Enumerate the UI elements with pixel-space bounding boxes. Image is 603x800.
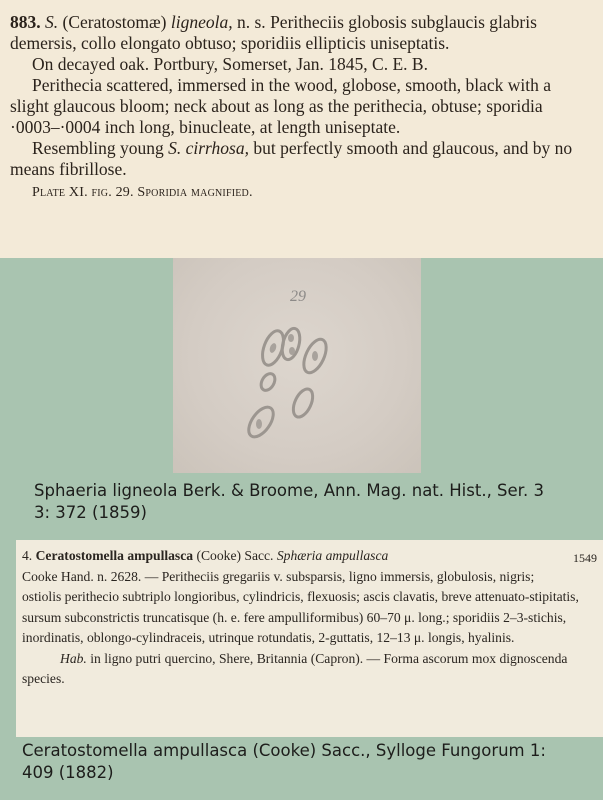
synonym: Sphæria ampullasca [276,548,389,563]
latin-diagnosis: Peritheciis globosis subglaucis glabris demersis, collo elongato obtuso; sporidiis ellipticis uniseptatis. [10,12,537,53]
spore-6 [244,403,278,441]
habitat-label: Hab. [60,650,87,666]
top-scan-excerpt [0,0,603,258]
resembling-post: but perfectly smooth and glaucous, and by no means fibrillose. [10,138,573,179]
authority: (Cooke) Sacc. [196,548,274,563]
spore-3 [299,336,331,376]
entry-number: 4. [22,548,33,563]
status: n. s. [237,12,266,32]
bottom-scan-excerpt [16,540,603,737]
saccardo-body: Cooke Hand. n. 2628. — Peritheciis gregariis v. subsparsis, ligno immersis, globulosis, nigris; ostiolis perithecio subtriplo longioribus, cylindricis, flexuosis; ascis clavatis, breve attenuato-stipitatis, sursum subconstrictis truncatisque (h. e. fere ampulliformibus) 60–70 μ. long.; sporidiis 2–3-stichis, inordinatis, oblongo-cylindraceis, utrinque rotundatis, 2-guttatis, 12–13 μ. longis, hyalinis. [22,568,579,645]
species-name: Ceratostomella ampullasca [35,548,194,563]
epithet: ligneola, [170,12,233,32]
genus-abbrev: S. [45,12,59,32]
caption-ceratostomella: Ceratostomella ampullasca (Cooke) Sacc., Sylloge Fungorum 1: 409 (1882) [22,741,546,782]
spore-figure [173,258,421,473]
resembling-species: S. cirrhosa, [168,138,249,158]
locality: On decayed oak. Portbury, Somerset, Jan. 1845, C. E. B. [32,54,428,74]
saccardo-heading [22,546,597,567]
plate-reference: Plate XI. fig. 29. Sporidia magnified. [32,185,253,200]
spore-2 [279,326,303,361]
spore-4 [258,371,277,393]
habitat [22,649,597,690]
caption-sphaeria-ligneola: Sphaeria ligneola Berk. & Broome, Ann. Mag. nat. Hist., Ser. 3 3: 372 (1859) [34,481,544,522]
habitat-text: in ligno putri quercino, Shere, Britannia (Capron). — Forma ascorum mox dignoscenda species. [22,650,568,686]
resembling-note [10,138,593,180]
spore-5 [289,386,316,420]
page-number: 1549 [573,551,597,565]
resembling-pre: Resembling young [32,138,164,158]
species-heading [10,12,593,54]
figure-label: 29 [290,288,306,305]
species-number: 883. [10,12,41,32]
description: Perithecia scattered, immersed in the wood, globose, smooth, black with a slight glaucous bloom; neck about as long as the perithecia, obtuse; sporidia ·0003–·0004 inch long, binucleate, at length uniseptate. [10,75,552,137]
subgenus: (Ceratostomæ) [62,12,167,32]
